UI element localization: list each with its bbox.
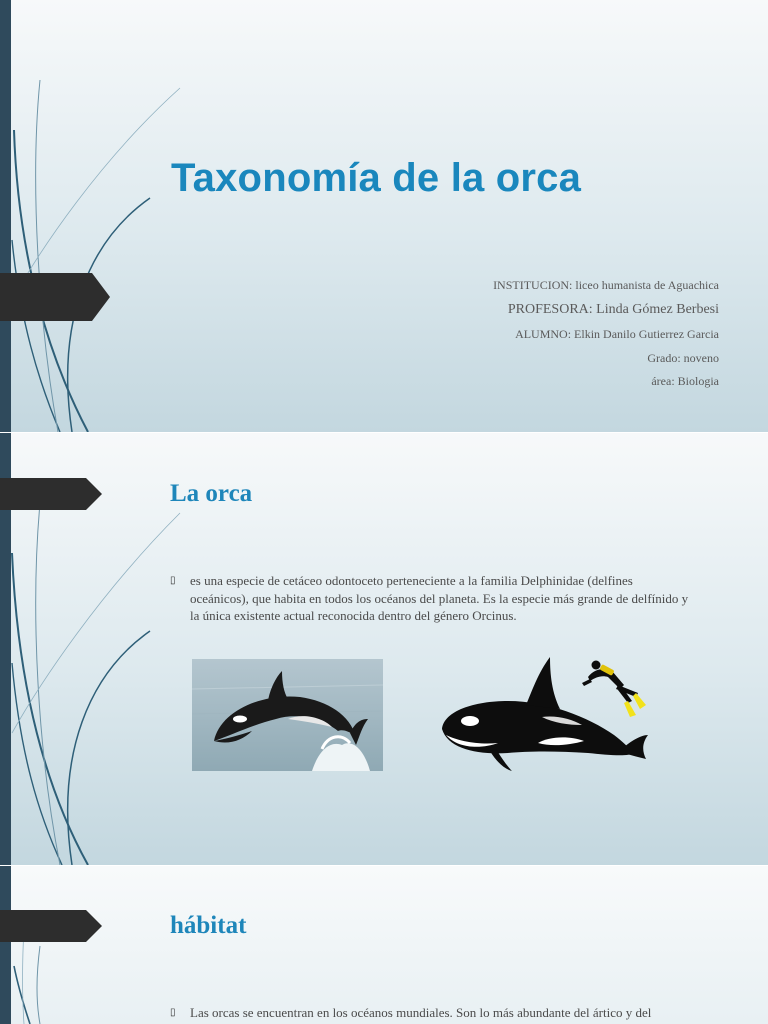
la-orca-heading: La orca (170, 480, 253, 507)
profesora-text: PROFESORA: Linda Gómez Berbesi (507, 302, 719, 317)
slide-title-heading: Taxonomía de la orca (171, 156, 582, 200)
grado-text: Grado: noveno (647, 351, 719, 365)
decorative-curves (0, 866, 200, 1024)
slide-la-orca (0, 433, 768, 865)
orca-and-diver-illustration (438, 655, 650, 773)
diver-figure (582, 661, 646, 718)
alumno-text: ALUMNO: Elkin Danilo Gutierrez Garcia (515, 327, 719, 341)
left-accent-bar (0, 0, 11, 432)
decorative-curves (0, 0, 200, 432)
arrow-tab (0, 478, 104, 510)
slide-habitat (0, 866, 768, 1024)
institucion-text: INSTITUCION: liceo humanista de Aguachica (493, 278, 719, 292)
left-accent-bar (0, 866, 11, 1024)
arrow-tab (0, 273, 112, 321)
habitat-paragraph: Las orcas se encuentran en los océanos mundiales. Son lo más abundante del ártico y del (190, 1005, 652, 1020)
la-orca-bullet (170, 572, 690, 625)
habitat-bullet (170, 1004, 730, 1022)
arrow-tab (0, 910, 104, 942)
la-orca-paragraph: es una especie de cetáceo odontoceto perteneciente a la familia Delphinidae (delfines oceánicos), que habita en todos los océanos del planeta. Es la especie más grande de delfínido y la única existente actual reconocida dentro del género Orcinus. (190, 573, 689, 623)
square-bullet-icon: ▯ (170, 575, 176, 586)
slide-title (0, 0, 768, 432)
habitat-heading: hábitat (170, 912, 247, 939)
orca-jumping-photo (192, 659, 383, 771)
area-text: área: Biologia (651, 374, 719, 388)
square-bullet-icon: ▯ (170, 1007, 176, 1018)
